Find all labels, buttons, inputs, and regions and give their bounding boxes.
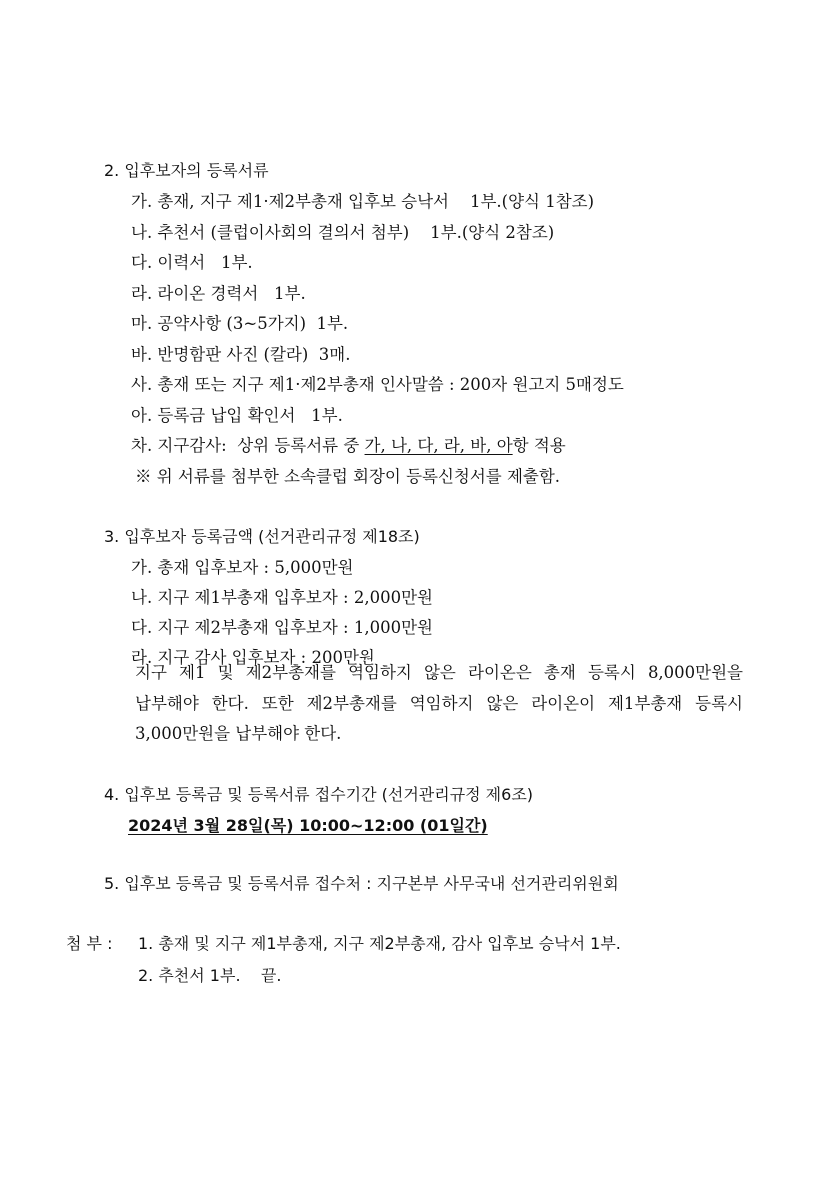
- section5-title: 5. 입후보 등록금 및 등록서류 접수처 : 지구본부 사무국내 선거관리위원회: [104, 874, 619, 893]
- section2-note: ※ 위 서류를 첨부한 소속클럽 회장이 등록신청서를 제출함.: [135, 467, 561, 486]
- section2-item-ba: 바. 반명함판 사진 (칼라) 3매.: [131, 345, 351, 364]
- section2-item-da: 다. 이력서 1부.: [131, 253, 253, 272]
- section2-item-a: 아. 등록금 납입 확인서 1부.: [131, 406, 343, 425]
- section3-item-ga: 가. 총재 입후보자 : 5,000만원: [131, 558, 354, 577]
- section2-item-ra: 라. 라이온 경력서 1부.: [131, 284, 306, 303]
- attachment-label: 첨 부 :: [66, 934, 113, 953]
- cha-suffix: 항 적용: [512, 436, 566, 455]
- attachment-item-1: 1. 총재 및 지구 제1부총재, 지구 제2부총재, 감사 입후보 승낙서 1부.: [138, 934, 621, 953]
- section2-item-na: 나. 추천서 (클럽이사회의 결의서 첨부) 1부.(양식 2참조): [131, 223, 555, 242]
- section3-note-line-1: 지구 제1 및 제2부총재를 역임하지 않은 라이온은 총재 등록시 8,000만원을: [135, 663, 743, 682]
- section2-item-ma: 마. 공약사항 (3~5가지) 1부.: [131, 314, 349, 333]
- section4-title: 4. 입후보 등록금 및 등록서류 접수기간 (선거관리규정 제6조): [104, 785, 534, 804]
- section3-item-da: 다. 지구 제2부총재 입후보자 : 1,000만원: [131, 618, 433, 637]
- section3-title: 3. 입후보자 등록금액 (선거관리규정 제18조): [104, 527, 420, 546]
- section2-item-ga: 가. 총재, 지구 제1·제2부총재 입후보 승낙서 1부.(양식 1참조): [131, 192, 595, 211]
- section2-title: 2. 입후보자의 등록서류: [104, 161, 269, 180]
- section4-period: 2024년 3월 28일(목) 10:00~12:00 (01일간): [128, 816, 488, 835]
- section3-item-ra: 라. 지구 감사 입후보자 : 200만원: [131, 648, 375, 667]
- attachment-item-2: 2. 추천서 1부. 끝.: [138, 966, 282, 985]
- section3-note-line-3: 3,000만원을 납부해야 한다.: [135, 724, 342, 743]
- cha-prefix: 차. 지구감사: 상위 등록서류 중: [131, 436, 365, 455]
- section2-item-sa: 사. 총재 또는 지구 제1·제2부총재 인사말씀 : 200자 원고지 5매정도: [131, 375, 624, 394]
- section3-note-line-2: 납부해야 한다. 또한 제2부총재를 역임하지 않은 라이온이 제1부총재 등록시: [135, 694, 743, 713]
- section3-item-na: 나. 지구 제1부총재 입후보자 : 2,000만원: [131, 588, 433, 607]
- section2-item-cha: [131, 435, 566, 457]
- cha-underlined-items: 가, 나, 다, 라, 바, 아: [364, 436, 513, 455]
